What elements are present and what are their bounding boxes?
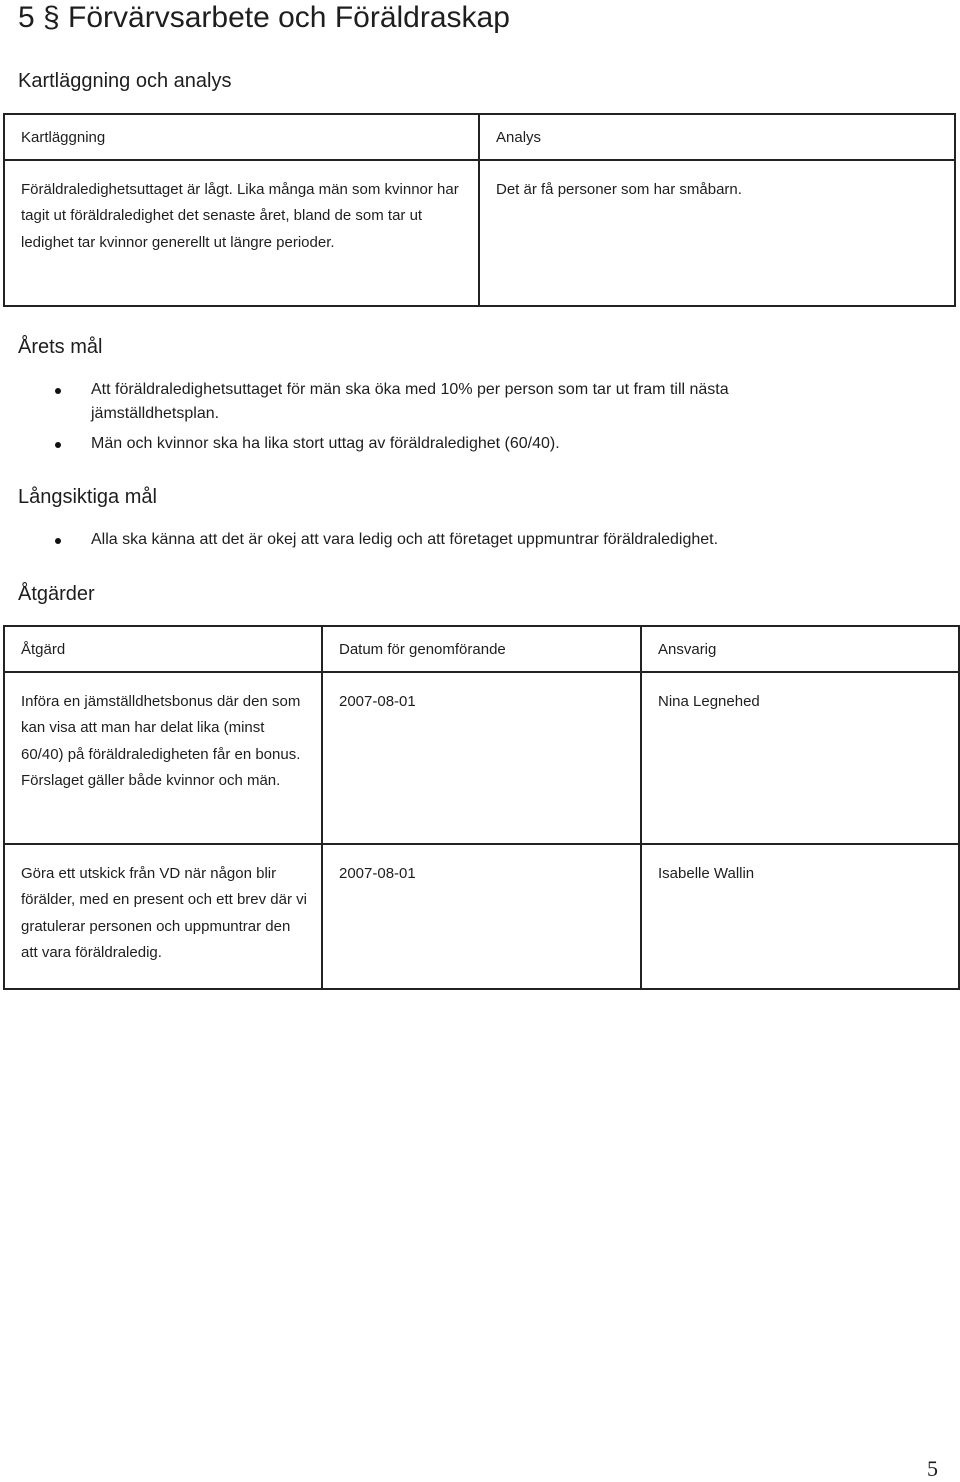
actions-table bbox=[3, 625, 960, 990]
list-item-text: Män och kvinnor ska ha lika stort uttag av föräldraledighet (60/40). bbox=[91, 435, 560, 452]
analysis-column-header: Analys bbox=[479, 114, 955, 160]
action-cell: Göra ett utskick från VD när någon blir förälder, med en present och ett brev där vi gratulerar personen och uppmuntrar den att vara föräldraledig. bbox=[4, 844, 322, 989]
action-cell: Införa en jämställdhetsbonus där den som kan visa att man har delat lika (minst 60/40) på föräldraledigheten får en bonus. Förslaget gäller både kvinnor och män. bbox=[4, 672, 322, 844]
long-term-goals-heading: Långsiktiga mål bbox=[18, 486, 157, 508]
list-item bbox=[52, 432, 852, 456]
mapping-heading: Kartläggning och analys bbox=[18, 70, 232, 92]
page-number: 5 bbox=[927, 1456, 938, 1481]
list-item bbox=[52, 528, 852, 552]
responsible-cell: Nina Legnehed bbox=[641, 672, 959, 844]
mapping-column-header: Kartläggning bbox=[4, 114, 479, 160]
table-row bbox=[4, 844, 959, 989]
bullet-icon bbox=[55, 442, 61, 448]
mapping-header-row bbox=[4, 114, 955, 160]
list-item bbox=[52, 378, 852, 426]
date-cell: 2007-08-01 bbox=[322, 844, 641, 989]
mapping-cell: Föräldraledighetsuttaget är lågt. Lika många män som kvinnor har tagit ut föräldraledighet det senaste året, bland de som tar ut ledighet tar kvinnor generellt ut längre perioder. bbox=[4, 160, 479, 306]
mapping-table bbox=[3, 113, 956, 307]
yearly-goals-heading: Årets mål bbox=[18, 336, 103, 358]
actions-header-row bbox=[4, 626, 959, 672]
table-row bbox=[4, 672, 959, 844]
list-item-text: Alla ska känna att det är okej att vara ledig och att företaget uppmuntrar föräldraledighet. bbox=[91, 531, 719, 548]
action-column-header: Åtgärd bbox=[4, 626, 322, 672]
long-term-goals-list bbox=[52, 528, 852, 558]
yearly-goals-list bbox=[52, 378, 852, 462]
date-column-header: Datum för genomförande bbox=[322, 626, 641, 672]
date-cell: 2007-08-01 bbox=[322, 672, 641, 844]
list-item-text: Att föräldraledighetsuttaget för män ska öka med 10% per person som tar ut fram till nästa jämställdhetsplan. bbox=[91, 381, 729, 422]
responsible-column-header: Ansvarig bbox=[641, 626, 959, 672]
responsible-cell: Isabelle Wallin bbox=[641, 844, 959, 989]
analysis-cell: Det är få personer som har småbarn. bbox=[479, 160, 955, 306]
bullet-icon bbox=[55, 388, 61, 394]
mapping-row bbox=[4, 160, 955, 306]
page-title: 5 § Förvärvsarbete och Föräldraskap bbox=[18, 1, 510, 34]
bullet-icon bbox=[55, 538, 61, 544]
actions-heading: Åtgärder bbox=[18, 583, 95, 605]
